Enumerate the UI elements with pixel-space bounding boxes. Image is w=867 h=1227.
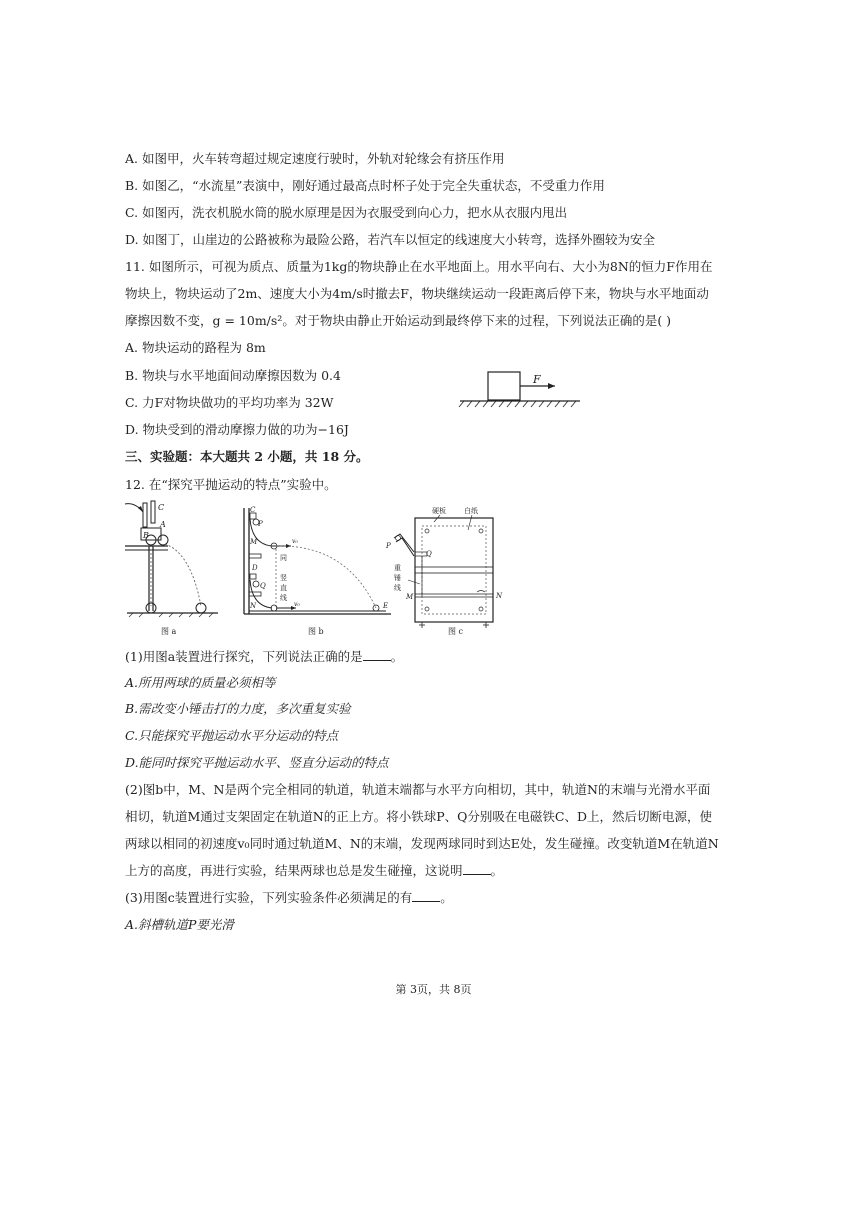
q12-part-1-blank [363, 649, 391, 661]
svg-text:M: M [406, 593, 414, 601]
q12-part-1-option-d: D.能同时探究平抛运动水平、竖直分运动的特点 [125, 755, 389, 770]
svg-text:P: P [258, 520, 263, 528]
q11-option-b: B. 物块与水平地面间动摩擦因数为 0.4 [125, 368, 341, 383]
page-footer: 第 3页，共 8页 [395, 983, 472, 996]
q11-block-figure [455, 365, 585, 410]
q12-part-1: (1)用图a装置进行探究，下列说法正确的是 。 [125, 649, 404, 664]
svg-text:N: N [250, 602, 257, 610]
q10-option-c: C. 如图丙，洗衣机脱水筒的脱水原理是因为衣服受到向心力，把水从衣服内甩出 [125, 205, 568, 220]
svg-text:重: 重 [394, 564, 401, 572]
q12-part-2-line-3: 两球以相同的初速度v₀同时通过轨道M、N的末端，发现两球同时到达E处，发生碰撞。改变轨道M在轨道N [125, 836, 719, 851]
q11-option-d: D. 物块受到的滑动摩擦力做的功为−16J [125, 422, 349, 437]
svg-text:E: E [383, 602, 389, 610]
q10-option-d: D. 如图丁，山崖边的公路被称为最险公路，若汽车以恒定的线速度大小转弯，选择外圈较为安全 [125, 232, 656, 247]
svg-text:P: P [386, 542, 391, 550]
svg-text:C: C [250, 506, 256, 514]
svg-text:M: M [250, 538, 258, 546]
q10-option-a: A. 如图甲，火车转弯超过规定速度行驶时，外轨对轮缘会有挤压作用 [125, 151, 505, 166]
q10-option-b: B. 如图乙，“水流星”表演中，刚好通过最高点时杯子处于完全失重状态，不受重力作用 [125, 178, 605, 193]
q11-stem-line-3: 摩擦因数不变，g = 10m/s²。对于物块由静止开始运动到最终停下来的过程，下列说法正确的是( ) [125, 313, 672, 328]
svg-text:线: 线 [280, 594, 287, 602]
q11-option-c: C. 力F对物块做功的平均功率为 32W [125, 395, 334, 410]
section-3-heading: 三、实验题：本大题共 2 小题，共 18 分。 [125, 449, 369, 464]
q11-stem-line-2: 物块上，物块运动了2m、速度大小为4m/s时撤去F，物块继续运动一段距离后停下来，物块与水平地面动 [125, 286, 709, 301]
svg-text:锤: 锤 [394, 574, 401, 582]
q12-part-1-option-a: A.所用两球的质量必须相等 [125, 675, 276, 690]
q12-part-2-blank [463, 863, 491, 875]
q12-part-2-line-2: 相切，轨道M通过支架固定在轨道N的正上方。将小铁球P、Q分别吸在电磁铁C、D上，然后切断电源，使 [125, 809, 712, 824]
svg-text:v₀: v₀ [294, 601, 300, 608]
q12-figure-b [236, 504, 396, 640]
svg-text:图 b: 图 b [308, 627, 324, 636]
svg-text:竖: 竖 [280, 574, 287, 582]
q12-part-3-blank [412, 890, 440, 902]
q12-part-1-option-b: B.需改变小锤击打的力度，多次重复实验 [125, 701, 351, 716]
q11-option-a: A. 物块运动的路程为 8m [125, 340, 266, 355]
svg-text:D: D [252, 564, 258, 572]
svg-text:图 a: 图 a [161, 627, 177, 636]
q12-part-3: (3)用图c装置进行实验，下列实验条件必须满足的有 。 [125, 890, 453, 905]
q12-part-2-line-1: (2)图b中，M、N是两个完全相同的轨道，轨道末端都与水平方向相切，其中，轨道N的末端与光滑水平面 [125, 782, 711, 797]
force-label: F [533, 373, 541, 386]
svg-text:Q: Q [426, 550, 432, 558]
q11-stem-line-1: 11. 如图所示，可视为质点、质量为1kg的物块静止在水平地面上。用水平向右、大小为8N的恒力F作用在 [125, 259, 713, 274]
svg-text:B: B [143, 531, 149, 540]
svg-text:同: 同 [280, 554, 287, 562]
svg-text:A: A [160, 520, 166, 529]
svg-text:Q: Q [260, 582, 266, 590]
q12-stem: 12. 在“探究平抛运动的特点”实验中。 [125, 477, 337, 492]
q12-part-1-option-c: C.只能探究平抛运动水平分运动的特点 [125, 728, 339, 743]
q12-part-3-option-a: A.斜槽轨道P要光滑 [125, 917, 234, 932]
svg-text:线: 线 [394, 584, 401, 592]
svg-text:N: N [496, 592, 503, 600]
q12-figure-a [113, 498, 225, 640]
svg-text:C: C [158, 503, 165, 512]
q12-part-1-text: (1)用图a装置进行探究，下列说法正确的是 [125, 649, 363, 664]
q12-part-2-line-4: 上方的高度，再进行实验，结果两球也总是发生碰撞，这说明 。 [125, 863, 504, 878]
svg-text:硬板: 硬板 [432, 507, 446, 515]
svg-text:图 c: 图 c [448, 627, 464, 636]
svg-text:白纸: 白纸 [464, 507, 478, 515]
svg-text:v₀: v₀ [292, 538, 298, 545]
q12-figure-c [382, 500, 512, 640]
svg-text:直: 直 [280, 584, 287, 592]
